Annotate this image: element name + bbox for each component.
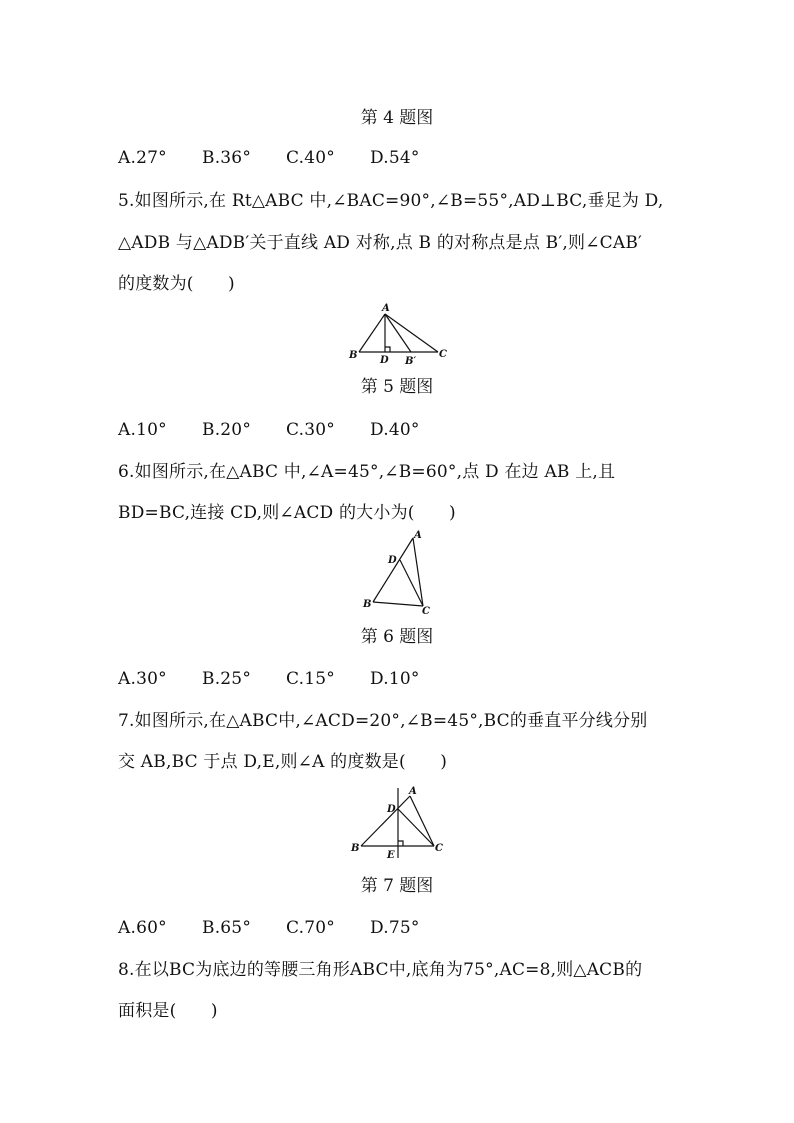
figure-4-caption: 第 4 题图 (360, 108, 434, 128)
fig7-side-ab (361, 796, 410, 846)
fig5-side-ab (359, 314, 385, 352)
q8-text-line-2: 面积是( ) (118, 1001, 218, 1021)
q7-options (118, 916, 454, 940)
q6-option-c[interactable]: C.15° (286, 669, 335, 689)
fig6-side-ab (373, 538, 413, 602)
q5-text-line-2: △ADB 与△ADB′关于直线 AD 对称,点 B 的对称点是点 B′,则∠CAB′ (118, 233, 643, 253)
q8-text-line-1: 8.在以BC为底边的等腰三角形ABC中,底角为75°,AC=8,则△ACB的 (118, 960, 643, 980)
q7-option-c[interactable]: C.70° (286, 918, 335, 938)
q6-option-b[interactable]: B.25° (202, 669, 252, 689)
fig7-label-b: B (351, 843, 360, 854)
fig6-label-b: B (363, 599, 372, 610)
q7-option-a[interactable]: A.60° (118, 918, 167, 938)
q7-option-d[interactable]: D.75° (370, 918, 420, 938)
q5-text-line-3: 的度数为( ) (118, 274, 235, 294)
figure-7-caption: 第 7 题图 (360, 876, 434, 896)
q4-option-d[interactable]: D.54° (370, 148, 420, 168)
q5-options (118, 418, 454, 442)
fig5-right-angle-mark (385, 347, 390, 352)
figure-6 (355, 528, 445, 618)
fig5-label-d: D (380, 355, 389, 366)
fig5-label-b: B (349, 350, 358, 361)
fig7-label-a: A (409, 786, 417, 797)
fig5-segment-ab1 (385, 314, 411, 352)
fig6-side-bc (373, 602, 423, 606)
q7-text-line-1: 7.如图所示,在△ABC中,∠ACD=20°,∠B=45°,BC的垂直平分线分别 (118, 711, 648, 731)
figure-7 (340, 780, 460, 865)
q6-text-line-1: 6.如图所示,在△ABC 中,∠A=45°,∠B=60°,点 D 在边 AB 上,且 (118, 462, 616, 482)
q6-text-line-2: BD=BC,连接 CD,则∠ACD 的大小为( ) (118, 503, 456, 523)
q6-option-a[interactable]: A.30° (118, 669, 167, 689)
fig5-label-c: C (439, 349, 447, 360)
fig6-label-a: A (414, 530, 422, 541)
q4-option-c[interactable]: C.40° (286, 148, 335, 168)
fig5-side-ac (385, 314, 438, 352)
fig7-label-c: C (435, 843, 443, 854)
q5-option-b[interactable]: B.20° (202, 420, 252, 440)
q5-option-d[interactable]: D.40° (370, 420, 420, 440)
fig6-label-d: D (388, 555, 397, 566)
fig7-side-ac (410, 796, 434, 846)
figure-6-caption: 第 6 题图 (360, 627, 434, 647)
q4-options (118, 146, 454, 170)
fig5-label-b-prime: B′ (405, 356, 417, 367)
fig7-right-angle-mark (398, 841, 403, 846)
q6-option-d[interactable]: D.10° (370, 669, 420, 689)
q5-option-c[interactable]: C.30° (286, 420, 335, 440)
fig6-label-c: C (422, 606, 430, 617)
q4-option-b[interactable]: B.36° (202, 148, 252, 168)
figure-5 (340, 300, 460, 370)
fig7-label-e: E (387, 850, 395, 861)
q7-text-line-2: 交 AB,BC 于点 D,E,则∠A 的度数是( ) (118, 752, 448, 772)
q7-option-b[interactable]: B.65° (202, 918, 252, 938)
q5-text-line-1: 5.如图所示,在 Rt△ABC 中,∠BAC=90°,∠B=55°,AD⊥BC,垂足为 D, (118, 191, 664, 211)
fig5-label-a: A (382, 303, 390, 314)
fig7-label-d: D (387, 804, 396, 815)
figure-5-caption: 第 5 题图 (360, 377, 434, 397)
q4-option-a[interactable]: A.27° (118, 148, 167, 168)
q5-option-a[interactable]: A.10° (118, 420, 167, 440)
q6-options (118, 667, 454, 691)
